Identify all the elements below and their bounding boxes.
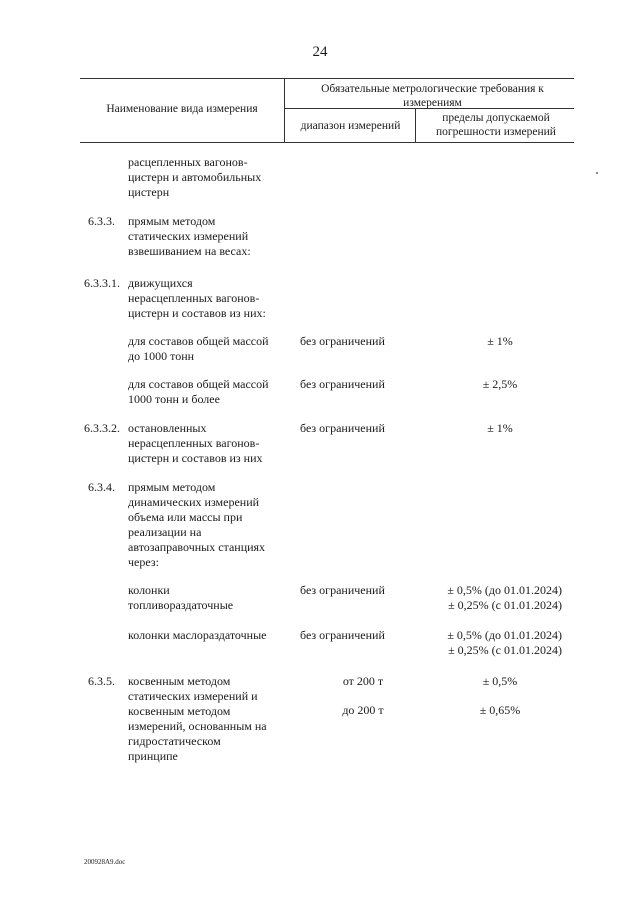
row-range: до 200 т (342, 703, 384, 717)
row-name: колонки маслораздаточные (128, 628, 267, 642)
header-col-range: диапазон измерений (300, 120, 401, 132)
row-number: 6.3.3.1. (84, 276, 120, 290)
row-range: без ограничений (300, 377, 385, 391)
header-col-name: Наименование вида измерения (106, 103, 258, 115)
row-range: без ограничений (300, 421, 385, 435)
header-bottom-rule (80, 142, 574, 143)
row-name: прямым методом динамических измерений объема или массы при реализации на автозаправочных станциях через: (128, 480, 266, 569)
footer-filename: 200928A9.doc (84, 858, 126, 866)
row-name: колонки топливораздаточные (128, 583, 234, 612)
row-name: движущихся нерасцепленных вагонов- цистерн и составов из них: (128, 276, 266, 320)
row-name: расцепленных вагонов- цистерн и автомобильных цистерн (128, 155, 262, 199)
row-name: для составов общей массой до 1000 тонн (128, 334, 269, 363)
row-error: ± 0,5% (до 01.01.2024) ± 0,25% (с 01.01.2024) (447, 628, 562, 657)
row-error: ± 1% (487, 334, 513, 348)
row-name: для составов общей массой 1000 тонн и более (128, 377, 269, 406)
row-name: остановленных нерасцепленных вагонов- цистерн и составов из них (128, 421, 263, 465)
row-name: косвенным методом статических измерений и косвенным методом измерений, основанным на гидростатическом принципе (128, 674, 267, 763)
row-range: без ограничений (300, 583, 385, 597)
header-divider-2 (415, 108, 416, 142)
row-error: ± 1% (487, 421, 513, 435)
row-name: прямым методом статических измерений взвешиванием на весах: (128, 214, 251, 258)
row-number: 6.3.5. (88, 674, 115, 688)
row-number: 6.3.4. (88, 480, 115, 494)
header-col-error: пределы допускаемой погрешности измерений (436, 112, 556, 138)
row-error: ± 2,5% (482, 377, 518, 391)
row-range: без ограничений (300, 628, 385, 642)
row-range: без ограничений (300, 334, 385, 348)
row-error: ± 0,65% (479, 703, 521, 717)
page-number: 24 (312, 44, 328, 60)
row-error: ± 0,5% (до 01.01.2024) ± 0,25% (с 01.01.2024) (447, 583, 562, 612)
row-number: 6.3.3. (88, 214, 115, 228)
header-divider-1 (284, 78, 285, 142)
row-number: 6.3.3.2. (84, 421, 120, 435)
scan-speck (596, 172, 598, 174)
row-error: ± 0,5% (482, 674, 518, 688)
header-top-rule (80, 78, 574, 79)
row-range: от 200 т (342, 674, 384, 688)
header-col-group: Обязательные метрологические требования к измерениям (321, 83, 544, 109)
